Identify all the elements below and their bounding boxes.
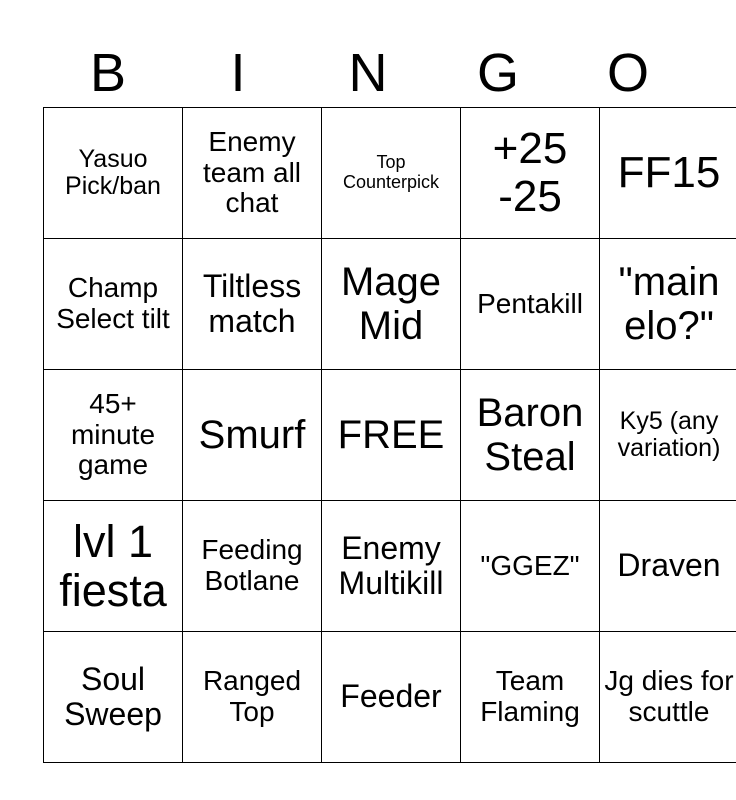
header-letter-b: B (89, 43, 127, 103)
bingo-cell[interactable]: FF15 (600, 108, 736, 239)
bingo-cell[interactable]: Baron Steal (461, 370, 600, 501)
bingo-cell[interactable]: Top Counterpick (322, 108, 461, 239)
bingo-row-4 (44, 501, 736, 632)
bingo-cell[interactable]: Soul Sweep (44, 632, 183, 763)
bingo-cell[interactable]: Team Flaming (461, 632, 600, 763)
bingo-cell[interactable]: +25 -25 (461, 108, 600, 239)
bingo-cell[interactable]: Yasuo Pick/ban (44, 108, 183, 239)
bingo-cell-free[interactable]: FREE (322, 370, 461, 501)
header-letter-n: N (348, 43, 388, 103)
bingo-cell[interactable]: Jg dies for scuttle (600, 632, 736, 763)
bingo-cell[interactable]: Mage Mid (322, 239, 461, 370)
bingo-cell[interactable]: Feeding Botlane (183, 501, 322, 632)
bingo-cell[interactable]: "GGEZ" (461, 501, 600, 632)
bingo-row-3 (44, 370, 736, 501)
header-letter-o: O (606, 43, 649, 103)
bingo-cell[interactable]: Champ Select tilt (44, 239, 183, 370)
bingo-cell[interactable]: Tiltless match (183, 239, 322, 370)
bingo-row-2 (44, 239, 736, 370)
header-letter-g: G (476, 43, 519, 103)
bingo-cell[interactable]: Feeder (322, 632, 461, 763)
bingo-card (43, 107, 736, 763)
bingo-cell[interactable]: Draven (600, 501, 736, 632)
bingo-cell[interactable]: Ranged Top (183, 632, 322, 763)
header-letter-i: I (230, 43, 246, 103)
bingo-header (43, 40, 693, 106)
bingo-cell[interactable]: Ky5 (any variation) (600, 370, 736, 501)
bingo-cell[interactable]: Smurf (183, 370, 322, 501)
bingo-cell[interactable]: 45+ minute game (44, 370, 183, 501)
bingo-cell[interactable]: Enemy team all chat (183, 108, 322, 239)
bingo-cell[interactable]: Enemy Multikill (322, 501, 461, 632)
bingo-cell[interactable]: lvl 1 fiesta (44, 501, 183, 632)
bingo-row-5 (44, 632, 736, 763)
bingo-row-1 (44, 108, 736, 239)
bingo-cell[interactable]: Pentakill (461, 239, 600, 370)
bingo-cell[interactable]: "main elo?" (600, 239, 736, 370)
